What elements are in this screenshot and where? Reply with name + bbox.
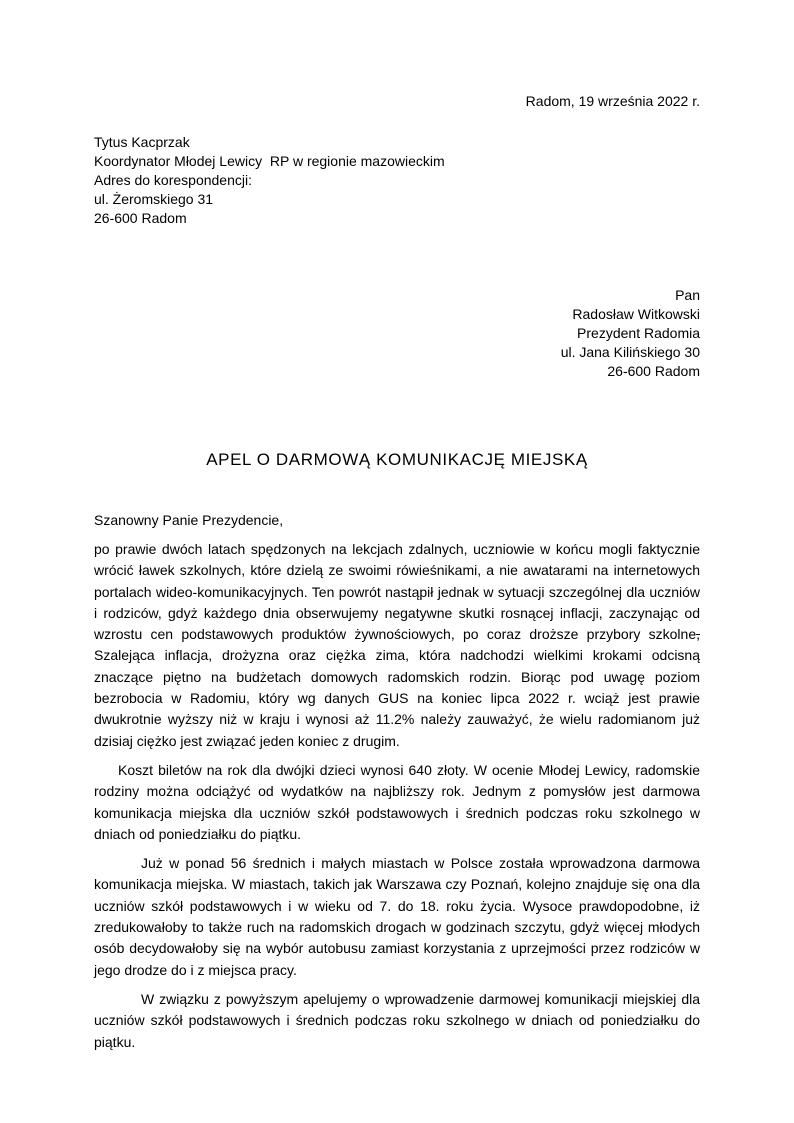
paragraph-2: Koszt biletów na rok dla dwójki dzieci wynosi 640 złoty. W ocenie Młodej Lewicy, radomskie rodziny można odciążyć od wydatków na najbliższy rok. Jednym z pomysłów jest darmowa komunikacja miejska dla uczniów szkół podstawowych i średnich podczas roku szkolnego w dniach od poniedziałku do piątku. (94, 761, 700, 842)
date-line: Radom, 19 września 2022 r. (525, 93, 700, 109)
recipient-honorific: Pan (675, 287, 700, 303)
sender-street: ul. Żeromskiego 31 (94, 191, 214, 207)
paragraph-1-text-after: Szalejąca inflacja, drożyzna oraz ciężka zima, która nadchodzi wielkimi krokami odcisną znaczące piętno na budżetach domowych radomskich rodzin. Biorąc pod uwagę poziom bezrobocia w Radomiu, który wg danych GUS na koniec lipca 2022 r. wciąż jest prawie dwukrotnie wyższy niż w kraju i wynosi aż 11.2% należy zauważyć, że wielu radomianom już dzisiaj ciężko jest związać jeden koniec z drugim. (94, 647, 700, 749)
sender-block (94, 133, 700, 228)
salutation: Szanowny Panie Prezydencie, (94, 512, 284, 528)
recipient-block (94, 286, 700, 381)
recipient-city: 26-600 Radom (607, 363, 700, 379)
recipient-street: ul. Jana Kilińskiego 30 (560, 344, 700, 360)
paragraph-4: W związku z powyższym apelujemy o wprowadzenie darmowej komunikacji miejskiej dla uczniów szkół podstawowych i średnich podczas roku szkolnego w dniach od poniedziałku do piątku. (94, 990, 700, 1050)
paragraph-1 (94, 539, 700, 752)
recipient-role: Prezydent Radomia (577, 325, 700, 341)
recipient-name: Radosław Witkowski (572, 306, 700, 322)
letter-title: APEL O DARMOWĄ KOMUNIKACJĘ MIEJSKĄ (206, 450, 588, 469)
sender-city: 26-600 Radom (94, 210, 187, 226)
sender-role: Koordynator Młodej Lewicy RP w regionie mazowieckim (94, 153, 445, 169)
sender-address-label: Adres do korespondencji: (94, 172, 252, 188)
paragraph-1-text-before: po prawie dwóch latach spędzonych na lekcjach zdalnych, uczniowie w końcu mogli faktycznie wrócić ławek szkolnych, które dzielą ze swoimi rówieśnikami, a nie awatarami na internetowych portalach wideo-komunikacyjnych. Ten powrót nastąpił jednak w sytuacji szczególnej dla uczniów i rodziców, gdyż każdego dnia obserwujemy negatywne skutki rosnącej inflacji, zaczynając od wzrostu cen podstawowych produktów żywnościowych, po coraz droższe przybory szkolne (94, 541, 700, 643)
sender-name: Tytus Kacprzak (94, 134, 190, 150)
paragraph-3: Już w ponad 56 średnich i małych miastach w Polsce została wprowadzona darmowa komunikacja miejska. W miastach, takich jak Warszawa czy Poznań, kolejno znajduje się ona dla uczniów szkół podstawowych i w wieku od 7. do 18. roku życia. Wysoce prawdopodobne, iż zredukowałoby to także ruch na radomskich drogach w godzinach szczytu, gdyż więcej młodych osób decydowałoby się na wybór autobusu zamiast korzystania z uprzejmości przez rodziców w jego drodze do i z miejsca pracy. (94, 855, 700, 978)
struck-comma: , (696, 626, 700, 643)
